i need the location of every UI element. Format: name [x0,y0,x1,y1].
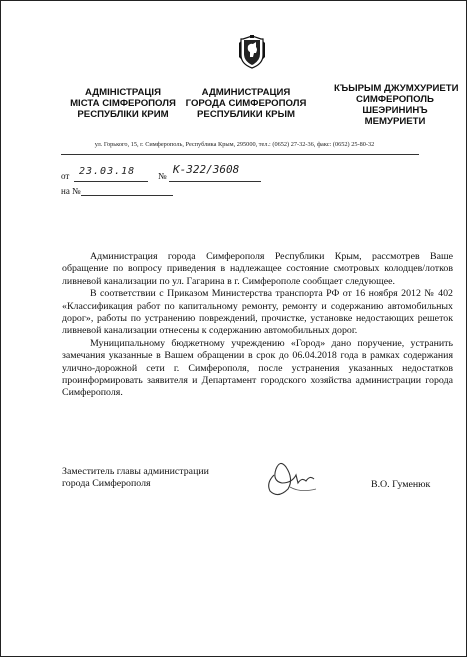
signatory-position-line-2: города Симферополя [62,478,151,490]
header-crimean-tatar [334,83,459,127]
from-label: от [61,171,70,181]
header-right-line-4: МЕМУРИЕТИ [364,116,426,127]
registration-number: К-322/3608 [173,163,240,176]
letter-body [62,251,453,400]
number-label: № [158,171,167,181]
body-paragraph-2: В соответствии с Приказом Министерства транспорта РФ от 16 ноября 2012 № 402 «Классификация работ по капитальному ремонту, ремонту и содержанию автомобильных дорог», работы по устранению повреждений, прочистке, установке недостающих решеток ливневой канализации отнесены к содержанию автомобильных дорог. [62,288,453,337]
registration-date: 23.03.18 [79,166,136,177]
header-center-line-2: ГОРОДА СИМФЕРОПОЛЯ [185,98,307,109]
body-paragraph-1: Администрация города Симферополя Республики Крым, рассмотрев Ваше обращение по вопросу приведения в надлежащее состояние смотровых колодцев/лотков ливневой канализации по ул. Гагарина в г. Симферополе сообщает следующее. [62,251,453,287]
header-right-line-2: СИМФЕРОПОЛЬ [356,94,434,105]
header-right-line-3: ШЕЭРИНИНЪ [362,105,428,116]
contact-address: ул. Горького, 15, г. Симферополь, Республика Крым, 295000, тел.: (0652) 27-32-36, факс: (0652) 25-80-32 [94,141,375,148]
header-left-line-1: АДМІНІСТРАЦІЯ [85,87,161,98]
body-paragraph-3: Муниципальному бюджетному учреждению «Город» дано поручение, устранить замечания указанные в Вашем обращении в срок до 06.04.2018 года в рамках содержания улично-дорожной сети г. Симферополя, после устранения указанных недостатков проинформировать заявителя и Департамент городского хозяйства администрации города Симферополя. [62,337,453,399]
header-center-line-3: РЕСПУБЛИКИ КРЫМ [197,109,295,120]
reference-underline [81,195,173,196]
signatory-name: В.О. Гуменюк [371,479,431,490]
coat-of-arms-emblem [237,35,267,69]
reference-label: на № [61,186,81,196]
number-underline [169,181,261,182]
signatory-position-line-1: Заместитель главы администрации [62,466,209,477]
header-divider [61,154,419,155]
header-right-line-1: КЪЫРЫМ ДЖУМХУРИЕТИ [334,83,459,94]
signatory-position [62,466,209,491]
handwritten-signature [256,453,332,505]
header-center-line-1: АДМИНИСТРАЦИЯ [201,87,291,98]
date-underline [74,181,148,182]
header-russian [184,87,308,120]
header-left-line-2: МІСТА СІМФЕРОПОЛЯ [70,98,176,109]
header-left-line-3: РЕСПУБЛІКИ КРИМ [77,109,169,120]
header-ukrainian [61,87,185,120]
